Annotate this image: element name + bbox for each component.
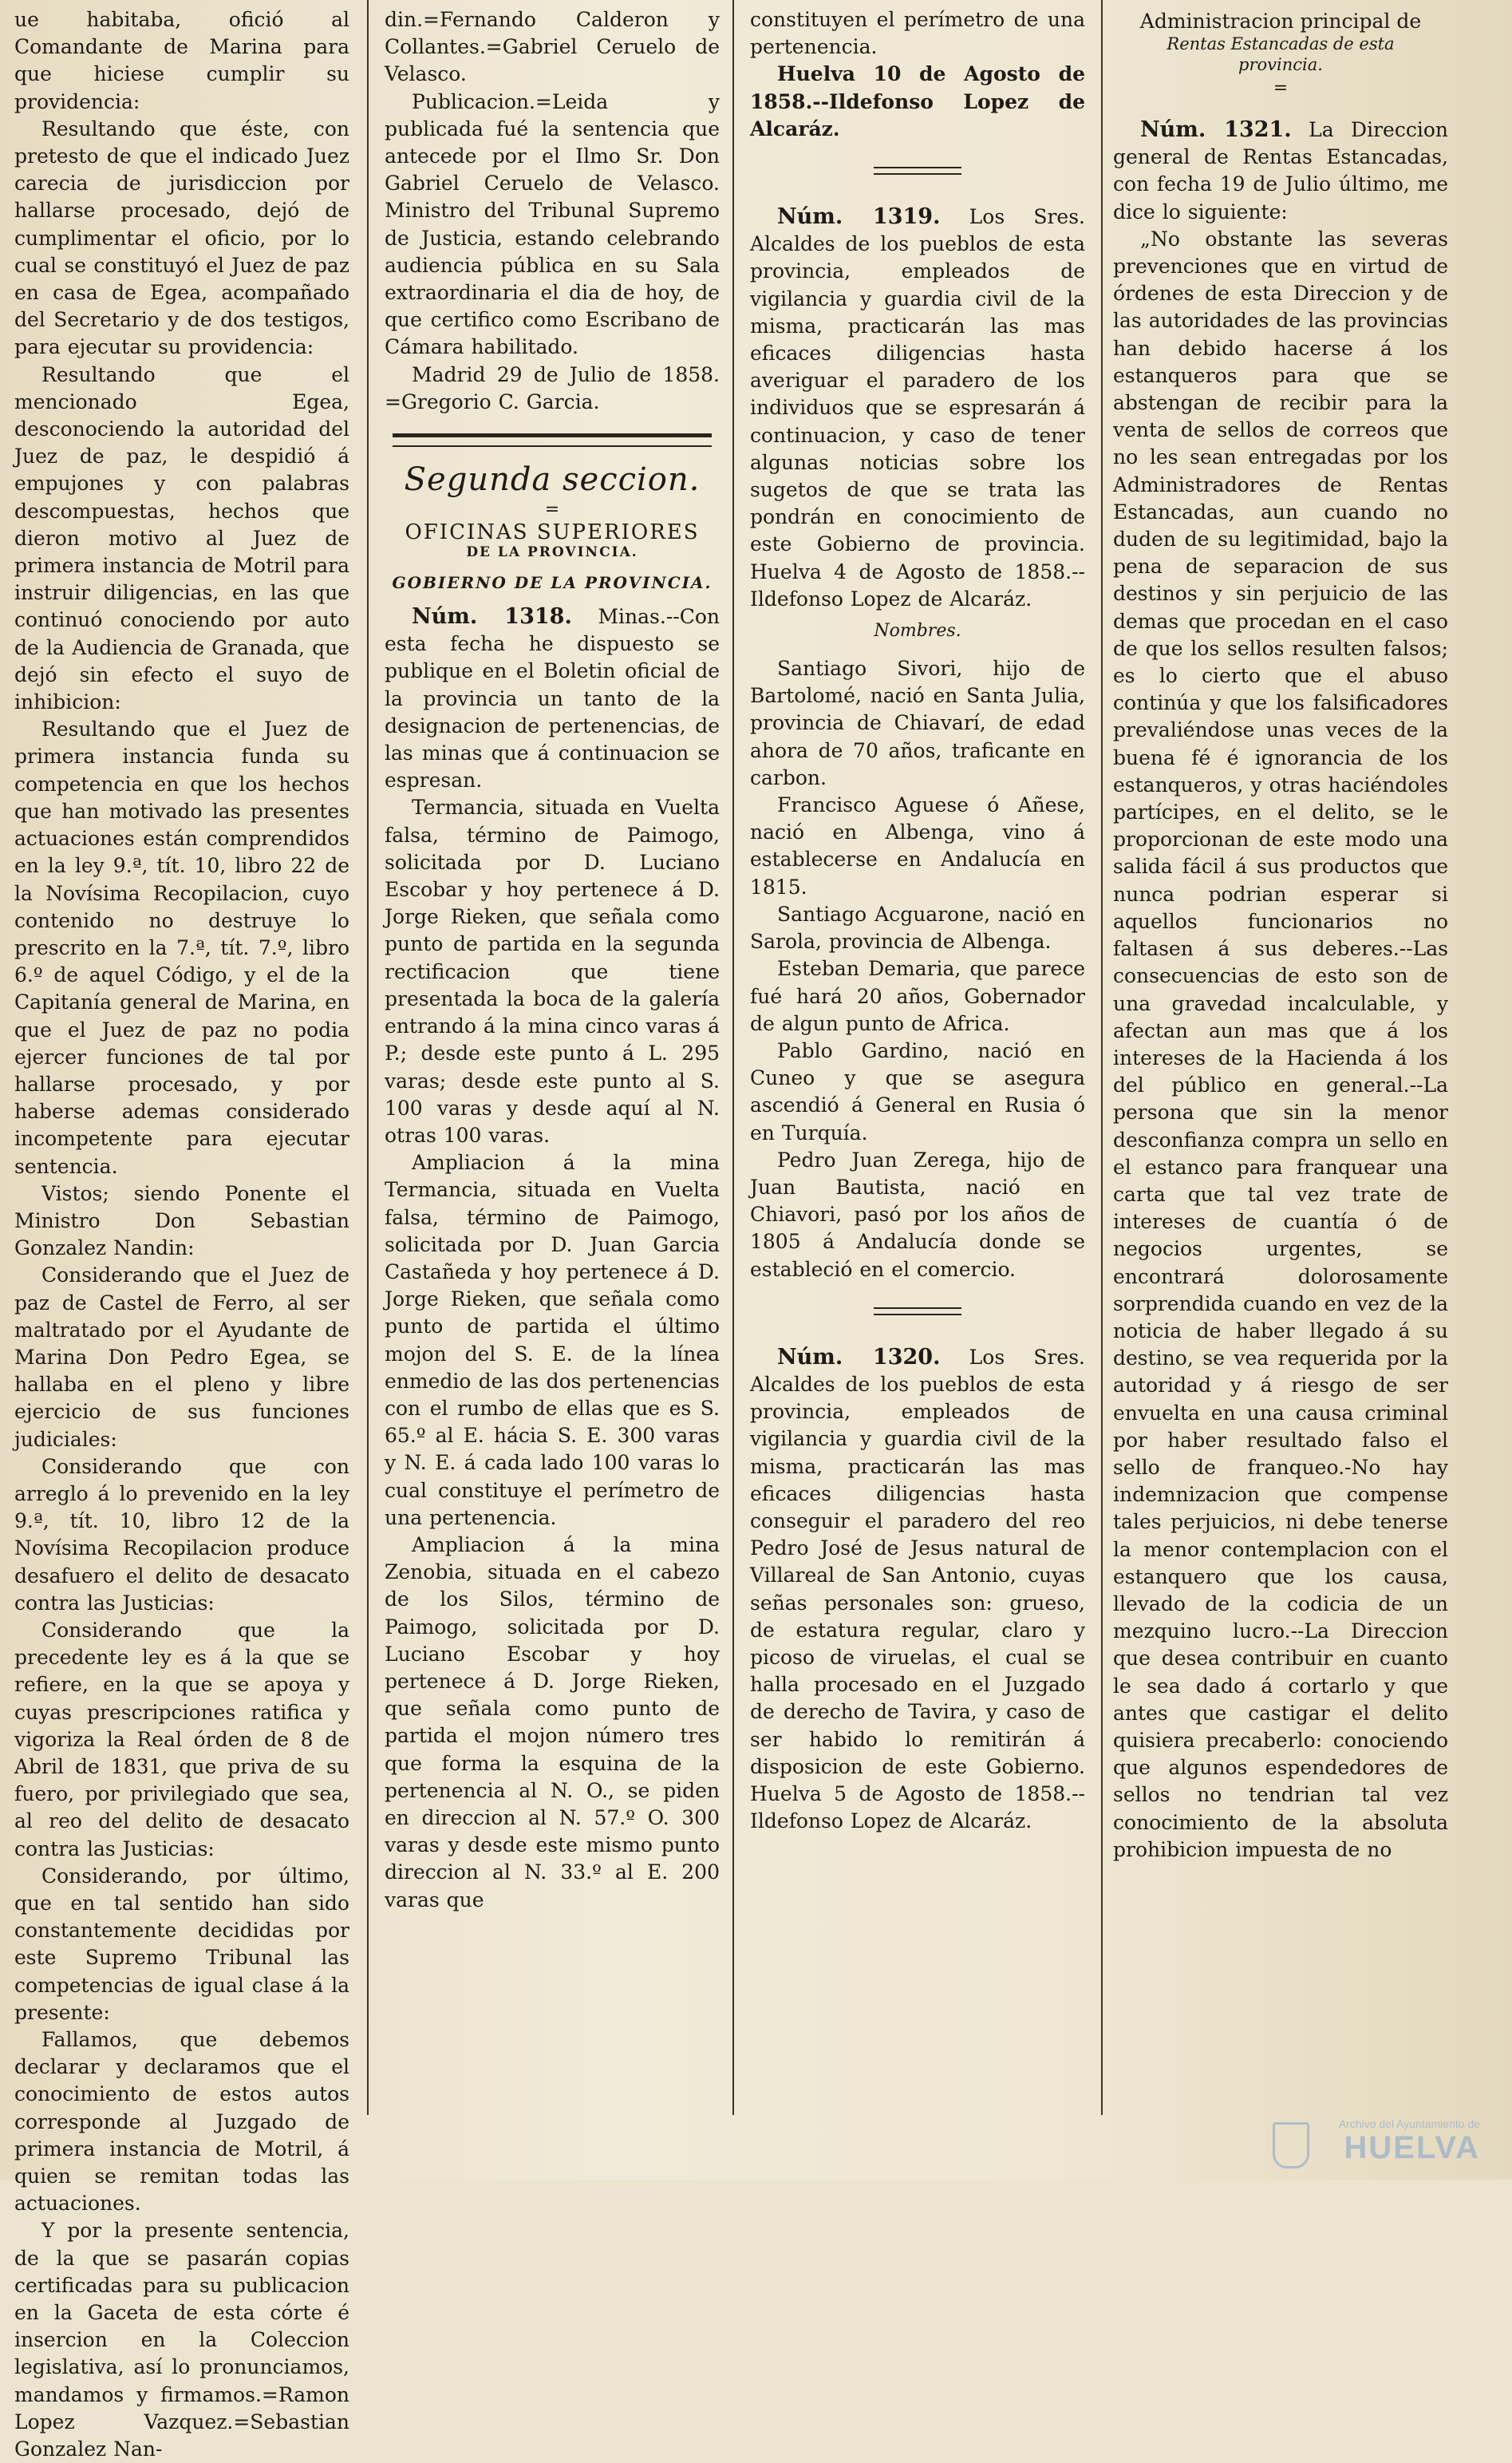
paragraph: Madrid 29 de Julio de 1858. =Gregorio C. Garcia. (385, 362, 720, 413)
paragraph: Considerando que el Juez de paz de Castel de Ferro, al ser maltratado por el Ayudante de Marina Don Pedro Egea, se hallaba en el pleno y libre ejercicio de sus funciones judiciales: (14, 1263, 349, 1451)
paragraph: „No obstante las severas prevenciones que en virtud de órdenes de esta Direccion y de las autoridades de las provincias han debido hacerse á los estanqueros para que se abstengan de recibir para la venta de sellos de correos que no les sean entregadas por los Administradores de Rentas Estancadas, aun cuando no duden de su legitimidad, bajo la pena de separacion de sus destinos y sin perjuicio de las demas que procedan en el caso de que los sellos resulten falsos; es lo cierto que el abuso continúa y que los falsificadores prevaliéndose unas veces de la buena fé é ignorancia de los estanqueros, y otras haciéndoles partícipes, en el delito, se le proporcionan de este modo una salida fácil á sus productos que nunca podrian esperar si aquellos funcionarios no faltasen á sus deberes.--Las consecuencias de esto son de una gravedad incalculable, y afectan aun mas que á los intereses de la Hacienda á los del público en general.--La persona que sin la menor desconfianza compra un sello en el estanco para franquear una carta que tal vez trate de intereses de cuantía ó de negocios urgentes, se encontrará dolorosamente sorprendida cuando en vez de la noticia de haber llegado á su destino, se vea requerida por la autoridad y á riesgo de ser envuelta en una causa criminal por haber resultado falso el sello de franqueo.-No hay indemnizacion que compense tales perjuicios, ni debe tenerse la menor contemplacion con el estanquero que los causa, llevado de la codicia de un mezquino lucro.--La Direccion que desea contribuir en cuanto le sea dado á cortarlo y que antes que castigar el delito quisiera precaberlo: conociendo que algunos espendedores de sellos no tendrian tal vez conocimiento de la absoluta prohibicion impuesta de no (1113, 227, 1448, 1861)
notice-text: La Direccion general de Rentas Estancadas, con fecha 19 de Julio último, me dice lo siguiente: (1113, 118, 1448, 223)
paragraph: Resultando que el mencionado Egea, desconociendo la autoridad del Juez de paz, le despidió á empujones y con palabras descompuestas, hechos que dieron motivo al Juez de primera instancia de Motril para instruir diligencias, en las que continuó conociendo por auto de la Audiencia de Granada, que dejó sin efecto el suyo de inhibicion: (14, 362, 349, 714)
paragraph: Resultando que el Juez de primera instancia funda su competencia en que los hechos que han motivado las presentes actuaciones están comprendidos en la ley 9.ª, tít. 10, libro 22 de la Novísima Recopilacion, cuyo contenido no destruye lo prescrito en la 7.ª, tít. 7.º, libro 6.º de aquel Código, y el de la Capitanía general de Marina, en que el Juez de paz no podia ejercer funciones de tal por hallarse procesado, y por haberse ademas considerado incompetente para ejecutar sentencia. (14, 718, 349, 1178)
separator-mark: = (544, 500, 560, 520)
paragraph: constituyen el perímetro de una pertenencia. (750, 8, 1085, 59)
paragraph: Vistos; siendo Ponente el Ministro Don Sebastian Gonzalez Nandin: (14, 1181, 349, 1260)
paragraph: Considerando, por último, que en tal sentido han sido constantemente decididas por este Supremo Tribunal las competencias de igual clase á la presente: (14, 1864, 349, 2024)
notice-text: Los Sres. Alcaldes de los pueblos de esta provincia, empleados de vigilancia y guardia civil de la misma, practicarán las mas eficaces diligencias hasta averiguar el paradero de los individuos que se espresarán á continuacion, y caso de tener algunas noticias sobre los sugetos de que se trata las pondrán en conocimiento de este Gobierno de provincia. Huelva 4 de Agosto de 1858.--Ildefonso Lopez de Alcaráz. (750, 205, 1085, 611)
name-entry: Santiago Sivori, hijo de Bartolomé, nació en Santa Julia, provincia de Chiavarí, de edad ahora de 70 años, traficante en carbon. (750, 657, 1085, 789)
name-entry: Esteban Demaria, que parece fué hará 20 años, Gobernador de algun punto de Africa. (750, 957, 1085, 1035)
column-4 (1113, 6, 1448, 2113)
paragraph: Considerando que la precedente ley es á la que se refiere, en la que se apoya y cuyas prescripciones ratifica y vigoriza la Real órden de 8 de Abril de 1831, que priva de su fuero, por privilegiado que sea, al reo del delito de desacato contra las Justicias: (14, 1618, 349, 1860)
paragraph: ue habitaba, ofició al Comandante de Marina para que hiciese cumplir su providencia: (14, 8, 349, 113)
separator-rule (874, 167, 961, 175)
notice-text: Minas.--Con esta fecha he dispuesto se publique en el Boletin oficial de la provincia un tanto de la designacion de pertenencias, de las minas que á continuacion se espresan. (385, 605, 720, 793)
column-1 (14, 6, 349, 2461)
government-heading: GOBIERNO DE LA PROVINCIA. (392, 573, 713, 593)
paragraph: Termancia, situada en Vuelta falsa, término de Paimogo, solicitada por D. Luciano Escobar y hoy pertenece á D. Jorge Rieken, que señala como punto de partida en la segunda rectificacion que tiene presentada la boca de la galería entrando á la mina cinco varas á P.; desde este punto á L. 295 varas; desde este punto al S. 100 varas y desde aquí al N. otras 100 varas. (385, 796, 720, 1147)
names-heading: Nombres. (874, 621, 961, 642)
separator-mark: = (1273, 78, 1289, 98)
column-rule (732, 0, 734, 2115)
separator-rule (874, 1307, 961, 1315)
administration-heading: Administracion principal de (1139, 10, 1422, 33)
name-entry: Santiago Acguarone, nació en Sarola, provincia de Albenga. (750, 902, 1085, 954)
notice-1320 (750, 1344, 1085, 1836)
paragraph: Y por la presente sentencia, de la que se pasarán copias certificadas para su publicacion en la Gaceta de esta córte é insercion en la Coleccion legislativa, así lo pronunciamos, mandamos y firmamos.=Ramon Lopez Vazquez.=Sebastian Gonzalez Nan- (14, 2219, 349, 2461)
paragraph: Considerando que con arreglo á lo prevenido en la ley 9.ª, tít. 10, libro 12 de la Novísima Recopilacion produce desafuero el delito de desacato contra las Justicias: (14, 1454, 349, 1615)
section-title: Segunda seccion. (404, 461, 701, 499)
watermark-name: HUELVA (1344, 2130, 1480, 2165)
paragraph: Ampliacion á la mina Termancia, situada en Vuelta falsa, término de Paimogo, solicitada por D. Juan Garcia Castañeda y hoy pertenece á D. Jorge Rieken, que señala como punto de partida el último mojon del S. E. de la línea enmedio de las dos pertenencias con el rumbo de ellas que es S. 65.º al E. hácia S. E. 300 varas y N. E. á cada lado 100 varas lo cual constituye el perímetro de una pertenencia. (385, 1151, 720, 1529)
column-rule (367, 0, 369, 2115)
watermark-caption: Archivo del Ayuntamiento de (1338, 2117, 1480, 2130)
name-entry: Francisco Aguese ó Añese, nació en Albenga, vino á establecerse en Andalucía en 1815. (750, 793, 1085, 899)
paragraph: Ampliacion á la mina Zenobia, situada en el cabezo de los Silos, término de Paimogo, solicitada por D. Luciano Escobar y hoy pertenece á D. Jorge Rieken, que señala como punto de partida el mojon número tres que forma la esquina de la pertenencia al N. O., se piden en direccion al N. 57.º O. 300 varas y desde este mismo punto direccion al N. 33.º al E. 200 varas que (385, 1532, 720, 1911)
name-entry: Pablo Gardino, nació en Cuneo y que se asegura ascendió á General en Rusia ó en Turquía. (750, 1038, 1085, 1145)
offices-heading: OFICINAS SUPERIORES (405, 520, 700, 545)
section-rule (393, 433, 712, 447)
archive-watermark (1273, 2116, 1480, 2168)
offices-subheading: DE LA PROVINCIA. (466, 544, 638, 561)
paragraph: Publicacion.=Leida y publicada fué la sentencia que antecede por el Ilmo Sr. Don Gabriel Ceruelo de Velasco. Ministro del Tribunal Supremo de Justicia, estando celebrando audiencia pública en su Sala extraordinaria el dia de hoy, de que certifico como Escribano de Cámara habilitado. (385, 89, 720, 359)
notice-1318 (385, 603, 720, 794)
administration-subheading: provincia. (1238, 55, 1323, 74)
notice-number: Núm. 1319. (777, 204, 941, 230)
notice-1321 (1113, 117, 1448, 226)
paragraph: Resultando que éste, con pretesto de que el indicado Juez carecia de jurisdiccion por hallarse procesado, dejó de cumplimentar el oficio, por lo cual se constituyó el Juez de paz en casa de Egea, acompañado del Secretario y de dos testigos, para ejecutar su providencia: (14, 117, 349, 359)
shield-icon (1273, 2122, 1309, 2168)
column-rule (1101, 0, 1103, 2115)
signature: Huelva 10 de Agosto de 1858.--Ildefonso Lopez de Alcaráz. (750, 62, 1085, 140)
notice-number: Núm. 1320. (777, 1344, 941, 1370)
notice-text: Los Sres. Alcaldes de los pueblos de esta provincia, empleados de vigilancia y guardia civil de la misma, practicarán las mas eficaces diligencias hasta conseguir el paradero del reo Pedro José de Jesus natural de Villareal de San Antonio, cuyas señas personales son: grueso, de estatura regular, claro y picoso de viruelas, el cual se halla procesado en el Juzgado de derecho de Tavira, y caso de ser habido lo remitirán á disposicion de este Gobierno. Huelva 5 de Agosto de 1858.--Ildefonso Lopez de Alcaráz. (750, 1345, 1085, 1833)
notice-number: Núm. 1321. (1140, 117, 1292, 142)
administration-subheading: Rentas Estancadas de esta (1167, 34, 1395, 53)
paragraph: Fallamos, que debemos declarar y declaramos que el conocimiento de estos autos corresponde al Juzgado de primera instancia de Motril, á quien se remitan todas las actuaciones. (14, 2028, 349, 2216)
notice-1319 (750, 204, 1085, 613)
name-entry: Pedro Juan Zerega, hijo de Juan Bautista, nació en Chiavori, pasó por los años de 1805 á Andalucía donde se estableció en el comercio. (750, 1148, 1085, 1281)
column-2 (385, 6, 720, 2113)
notice-number: Núm. 1318. (412, 604, 572, 630)
paragraph: din.=Fernando Calderon y Collantes.=Gabriel Ceruelo de Velasco. (385, 8, 720, 86)
column-3 (750, 6, 1085, 2113)
